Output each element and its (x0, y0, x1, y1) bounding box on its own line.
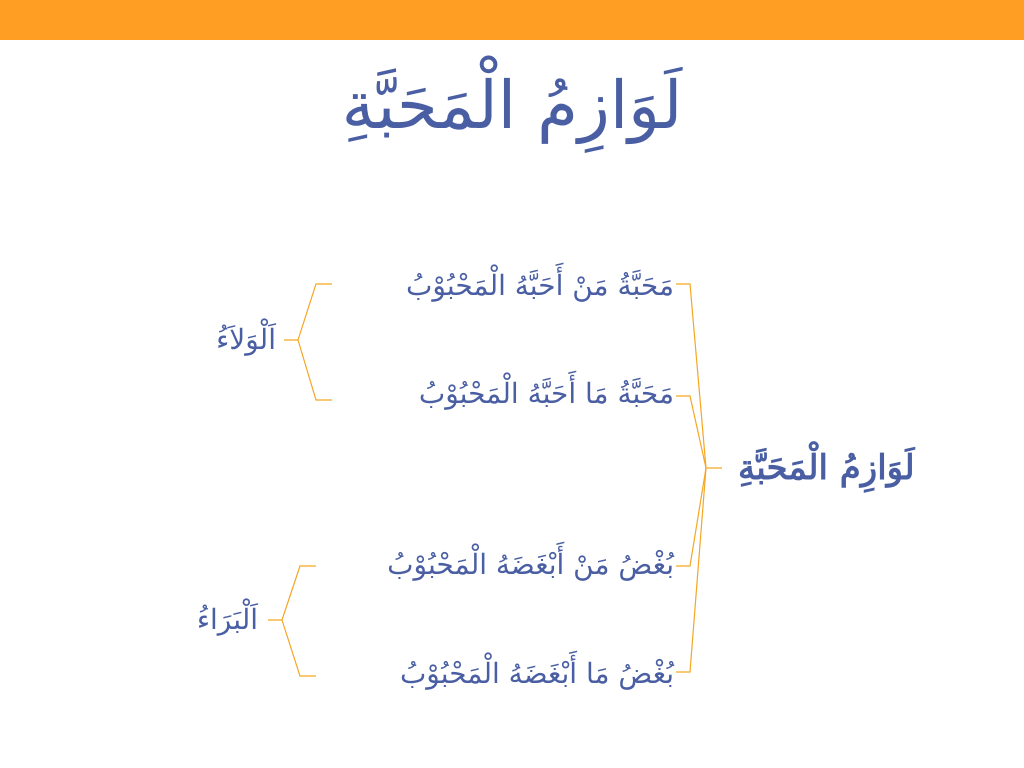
leaf-wala-1: مَحَبَّةُ مَنْ أَحَبَّهُ الْمَحْبُوْبُ (406, 269, 674, 302)
root-label: لَوَازِمُ الْمَحَبَّةِ (738, 448, 915, 488)
group-label-wala: اَلْوَلاَءُ (216, 323, 276, 356)
root-bracket-branch-2 (676, 396, 706, 468)
page-title: لَوَازِمُ الْمَحَبَّةِ (341, 67, 683, 144)
wala-bracket (284, 284, 332, 340)
root-bracket-branch-3 (676, 468, 706, 566)
root-bracket (676, 284, 722, 468)
wala-bracket-lower (298, 340, 332, 400)
bara-bracket (268, 566, 316, 620)
leaf-bara-2: بُغْضُ مَا أَبْغَضَهُ الْمَحْبُوْبُ (399, 657, 674, 690)
group-label-bara: اَلْبَرَاءُ (196, 603, 258, 636)
bara-bracket-lower (282, 620, 316, 676)
leaf-wala-2: مَحَبَّةُ مَا أَحَبَّهُ الْمَحْبُوْبُ (418, 377, 674, 410)
leaf-bara-1: بُغْضُ مَنْ أَبْغَضَهُ الْمَحْبُوْبُ (387, 548, 674, 581)
